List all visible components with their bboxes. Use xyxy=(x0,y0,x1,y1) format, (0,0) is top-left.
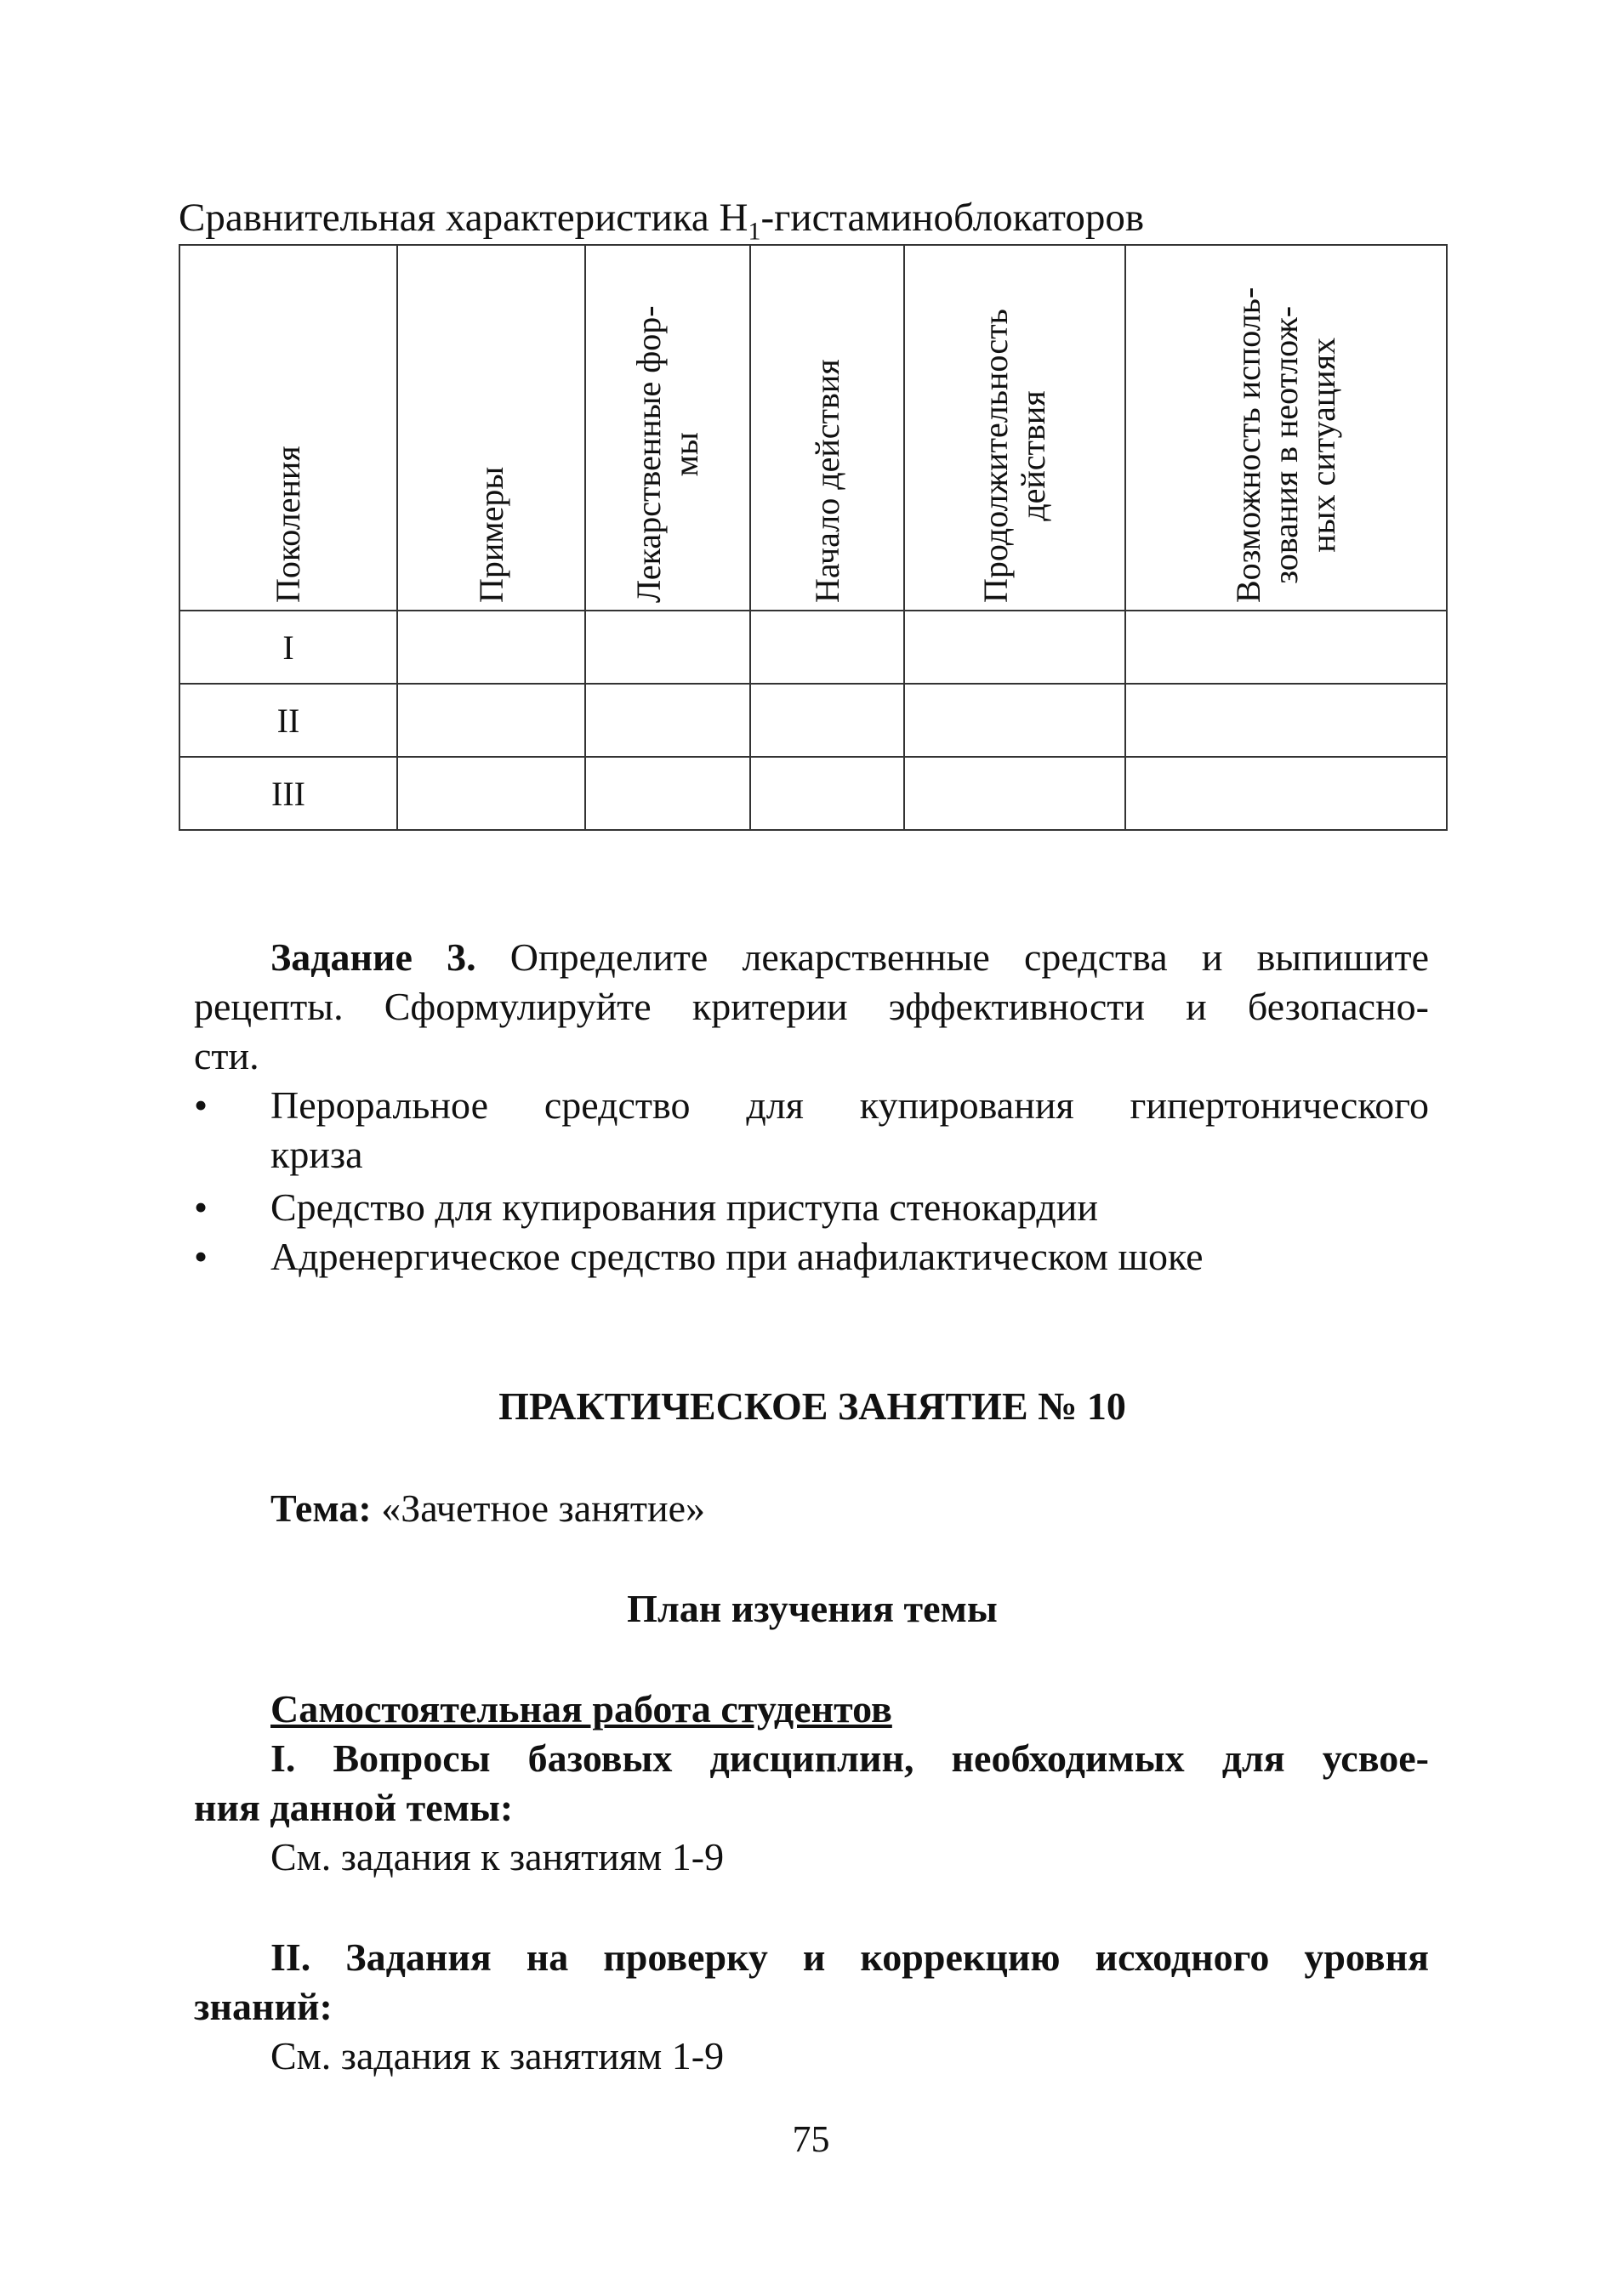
table-row xyxy=(179,611,1447,684)
question-2-line-2: знаний: xyxy=(194,1985,333,2028)
table-cell xyxy=(585,611,750,684)
table-cell xyxy=(1125,684,1447,757)
table-cell xyxy=(750,611,904,684)
bullet-marker: • xyxy=(194,1185,208,1229)
bullet-marker: • xyxy=(194,1083,208,1127)
header-text: Продолжительность xyxy=(976,309,1015,603)
task3-first-line xyxy=(270,933,1429,982)
table-cell xyxy=(397,684,585,757)
header-cell-dosage-forms xyxy=(585,245,750,611)
header-cell-examples xyxy=(397,245,585,611)
h1-antihistamine-table xyxy=(179,244,1448,831)
table-cell xyxy=(750,684,904,757)
generation-cell: II xyxy=(179,684,397,757)
caption-text-before: Сравнительная характеристика Н xyxy=(179,196,748,240)
page-number: 75 xyxy=(792,2118,830,2160)
task3-label: Задание 3. xyxy=(270,935,476,979)
bullet-item-1-cont: криза xyxy=(270,1133,363,1176)
question-1-line-1: I. Вопросы базовых дисциплин, необходимых для усвое- xyxy=(270,1736,1429,1780)
table-cell xyxy=(1125,757,1447,830)
lesson-theme xyxy=(270,1484,1505,1533)
table-cell xyxy=(904,684,1125,757)
theme-label: Тема: xyxy=(270,1486,372,1530)
table-header-row xyxy=(179,245,1447,611)
table-cell xyxy=(585,757,750,830)
generation-cell: III xyxy=(179,757,397,830)
task3-text-3: сти. xyxy=(194,1034,259,1077)
header-text: Лекарственные фор- xyxy=(629,305,668,603)
header-text: действия xyxy=(1014,390,1052,521)
table-cell xyxy=(397,611,585,684)
generation-cell: I xyxy=(179,611,397,684)
header-text: мы xyxy=(667,432,705,477)
table-row xyxy=(179,757,1447,830)
question-2-reference: См. задания к занятиям 1-9 xyxy=(270,2034,725,2077)
theme-value: «Зачетное занятие» xyxy=(381,1486,706,1530)
header-text: Начало действия xyxy=(807,359,846,603)
lesson-title: ПРАКТИЧЕСКОЕ ЗАНЯТИЕ № 10 xyxy=(498,1384,1126,1428)
table-cell xyxy=(904,611,1125,684)
self-work-text: Самостоятельная работа студентов xyxy=(270,1687,892,1731)
table-cell xyxy=(585,684,750,757)
header-text: ных ситуациях xyxy=(1304,337,1342,553)
header-text: Возможность исполь- xyxy=(1229,287,1267,603)
header-text: Примеры xyxy=(471,466,510,603)
self-work-heading xyxy=(270,1685,1505,1734)
header-cell-emergency-use xyxy=(1125,245,1447,611)
table-cell xyxy=(1125,611,1447,684)
header-cell-generations xyxy=(179,245,397,611)
caption-text-after: -гистаминоблокаторов xyxy=(760,196,1145,240)
bullet-item-3: Адренергическое средство при анафилактическом шоке xyxy=(270,1235,1204,1278)
task3-text-2: рецепты. Сформулируйте критерии эффективности и безопасно- xyxy=(194,985,1429,1028)
bullet-item-1: Пероральное средство для купирования гипертонического xyxy=(270,1083,1429,1127)
header-cell-onset xyxy=(750,245,904,611)
header-text: Поколения xyxy=(269,446,307,603)
table-cell xyxy=(904,757,1125,830)
table-cell xyxy=(750,757,904,830)
question-1-reference: См. задания к занятиям 1-9 xyxy=(270,1835,725,1878)
task3-text-1: Определите лекарственные средства и выпишите xyxy=(509,935,1429,979)
bullet-marker: • xyxy=(194,1235,208,1278)
header-cell-duration xyxy=(904,245,1125,611)
plan-heading: План изучения темы xyxy=(627,1587,998,1630)
bullet-item-2: Средство для купирования приступа стенокардии xyxy=(270,1185,1099,1229)
caption-subscript: 1 xyxy=(748,217,761,246)
table-cell xyxy=(397,757,585,830)
table-row xyxy=(179,684,1447,757)
header-text: зования в неотлож- xyxy=(1266,305,1305,584)
question-2-line-1: II. Задания на проверку и коррекцию исходного уровня xyxy=(270,1935,1429,1979)
question-1-line-2: ния данной темы: xyxy=(194,1786,514,1829)
